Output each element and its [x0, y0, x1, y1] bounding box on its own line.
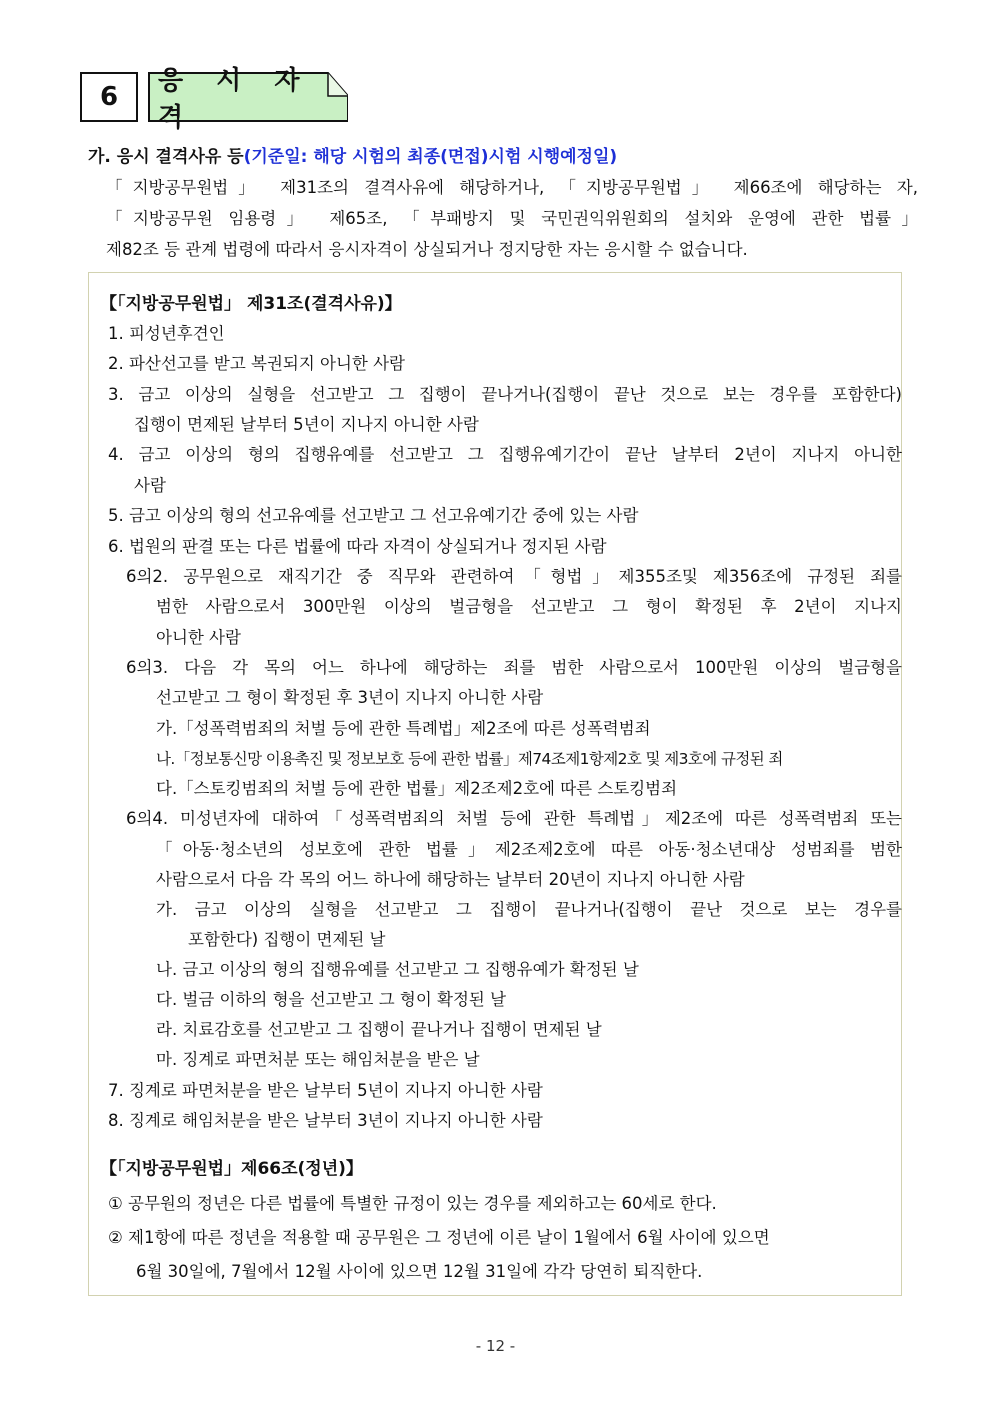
law66-line: ② 제1항에 따른 정년을 적용할 때 공무원은 그 정년에 이른 날이 1월에서 6월 사이에 있으면 [108, 1228, 770, 1247]
law31-line: 가.「성폭력범죄의 처벌 등에 관한 특례법」제2조에 따른 성폭력범죄 [156, 719, 651, 738]
law31-line: 나.「정보통신망 이용촉진 및 정보보호 등에 관한 법률」제74조제1항제2호 및 제3호에 규정된 죄 [156, 750, 783, 768]
law31-line: 마. 징계로 파면처분 또는 해임처분을 받은 날 [156, 1050, 480, 1069]
law31-line: 아니한 사람 [156, 628, 241, 647]
intro-paragraph [106, 172, 918, 265]
law66-line: ① 공무원의 정년은 다른 법률에 특별한 규정이 있는 경우를 제외하고는 60세로 한다. [108, 1194, 717, 1213]
heading-reference-date: (기준일: 해당 시험의 최종(면접)시험 시행예정일) [243, 147, 618, 167]
heading-prefix: 가. 응시 결격사유 등 [88, 147, 244, 167]
law66-line: 6월 30일에, 7월에서 12월 사이에 있으면 12월 31일에 각각 당연히 퇴직한다. [136, 1262, 703, 1281]
law31-line: 범한 사람으로서 300만원 이상의 벌금형을 선고받고 그 형이 확정된 후 2년이 지나지 [156, 597, 902, 616]
law31-line: 2. 파산선고를 받고 복권되지 아니한 사람 [108, 354, 405, 373]
law31-line: 포함한다) 집행이 면제된 날 [188, 930, 386, 949]
law31-line: 3. 금고 이상의 실형을 선고받고 그 집행이 끝나거나(집행이 끝난 것으로 보는 경우를 포함한다) [108, 385, 902, 404]
subsection-heading [88, 142, 617, 167]
law31-line: 8. 징계로 해임처분을 받은 날부터 3년이 지나지 아니한 사람 [108, 1111, 543, 1130]
law31-line: 「아동·청소년의 성보호에 관한 법률」제2조제2호에 따른 아동·청소년대상 성범죄를 범한 [156, 840, 902, 859]
law31-line: 가. 금고 이상의 실형을 선고받고 그 집행이 끝나거나(집행이 끝난 것으로 보는 경우를 [156, 900, 902, 919]
law31-line: 다. 벌금 이하의 형을 선고받고 그 형이 확정된 날 [156, 990, 507, 1009]
law31-line: 4. 금고 이상의 형의 집행유예를 선고받고 그 집행유예기간이 끝난 날부터 2년이 지나지 아니한 [108, 445, 902, 464]
law31-line: 다.「스토킹범죄의 처벌 등에 관한 법률」제2조제2호에 따른 스토킹범죄 [156, 779, 678, 798]
law31-title: 【「지방공무원법」 제31조(결격사유)】 [100, 294, 402, 314]
law31-line: 라. 치료감호를 선고받고 그 집행이 끝나거나 집행이 면제된 날 [156, 1020, 602, 1039]
intro-line: 「지방공무원법」 제31조의 결격사유에 해당하거나, 「지방공무원법」 제66조에 해당하는 자, [106, 178, 918, 197]
law31-line: 1. 피성년후견인 [108, 324, 225, 343]
law31-line: 6의2. 공무원으로 재직기간 중 직무와 관련하여「형법」제355조및 제356조에 규정된 죄를 [126, 567, 902, 586]
law31-line: 선고받고 그 형이 확정된 후 3년이 지나지 아니한 사람 [156, 688, 544, 707]
section-title-tab [148, 66, 348, 133]
section-title: 응 시 자 격 [158, 66, 312, 133]
law31-line: 사람으로서 다음 각 목의 어느 하나에 해당하는 날부터 20년이 지나지 아니한 사람 [156, 870, 745, 889]
page-number: - 12 - [475, 1337, 516, 1355]
law31-line: 집행이 면제된 날부터 5년이 지나지 아니한 사람 [134, 415, 479, 434]
law31-line: 6의4. 미성년자에 대하여「성폭력범죄의 처벌 등에 관한 특례법」제2조에 따른 성폭력범죄 또는 [126, 809, 902, 828]
law31-line: 사람 [134, 476, 166, 495]
section-number: 6 [80, 72, 138, 122]
law66-title: 【「지방공무원법」제66조(정년)】 [100, 1159, 363, 1179]
law31-line: 6. 법원의 판결 또는 다른 법률에 따라 자격이 상실되거나 정지된 사람 [108, 537, 607, 556]
law31-line: 6의3. 다음 각 목의 어느 하나에 해당하는 죄를 범한 사람으로서 100만원 이상의 벌금형을 [126, 658, 902, 677]
law31-line: 나. 금고 이상의 형의 집행유예를 선고받고 그 집행유예가 확정된 날 [156, 960, 639, 979]
law31-line: 7. 징계로 파면처분을 받은 날부터 5년이 지나지 아니한 사람 [108, 1081, 543, 1100]
law31-line: 5. 금고 이상의 형의 선고유예를 선고받고 그 선고유예기간 중에 있는 사람 [108, 506, 639, 525]
intro-line: 「지방공무원 임용령」 제65조, 「부패방지 및 국민권익위원회의 설치와 운영에 관한 법률」 [106, 209, 918, 228]
intro-line: 제82조 등 관계 법령에 따라서 응시자격이 상실되거나 정지당한 자는 응시할 수 없습니다. [106, 240, 748, 259]
